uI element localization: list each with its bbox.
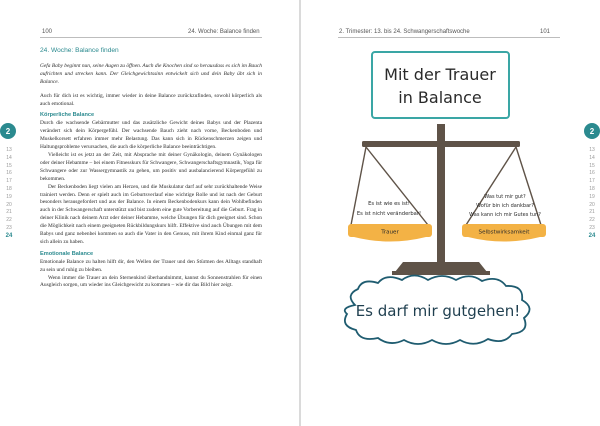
week-number: 14 [6,154,12,161]
scale-knob [437,126,445,134]
week-number: 18 [6,185,12,192]
week-number: 17 [589,178,595,185]
week-number: 17 [6,178,12,185]
week-number: 23 [589,224,595,231]
week-number: 13 [589,147,595,153]
header-rule [40,37,262,38]
week-number-active: 24 [5,232,13,239]
right-page-number: 101 [540,29,551,35]
paragraph: Emotionale Balance zu halten hilft dir, den Wellen der Trauer und den Stürmen des Alltags standhaft zu sein und ruhig zu bleiben. [40,258,262,273]
right-pan-bottom [468,237,540,242]
paragraph: Vielleicht ist es jetzt an der Zeit, mit Absprache mit deiner Gynäkologin, deinem Gynäkologen oder deiner Hebamme – bei einem Fitnesskurs für Schwangere, Schwangerschaftsgymnastik, Yoga für Schwangere oder zur Wassergymnastik zu gehen, um positiv und ausbalancierend Körpergefühl zu bekommen. [40,151,262,182]
right-pan-label: Selbstwirksamkeit [478,229,530,236]
week-number-active: 24 [588,232,596,239]
right-pan-text-2: Wofür bin ich dankbar? [476,203,534,209]
left-pan-label: Trauer [381,229,399,236]
paragraph: Auch für dich ist es wichtig, immer wieder in deine Balance zurückzufinden, sowohl körperlich als auch emotional. [40,92,262,107]
week-number: 20 [6,201,12,208]
left-running-head: 24. Woche: Balance finden [188,29,260,35]
week-index [2,147,16,241]
week-number: 22 [589,217,595,224]
week-number: 21 [589,209,595,216]
paragraph: Wenn immer die Trauer an dein Sternenkind überhandnimmt, kannst du Sonnenstrahlen für einen Ausgleich sorgen, um wieder ins Gleichgewicht zu kommen – wie dir das Bild hier zeigt. [40,274,262,289]
paragraph: Der Beckenboden liegt vielen am Herzen, und die Muskulatur darf auf sehr zurückhaltende Weise trainiert werden. Denn er spielt auch im Geburtsverlauf eine wichtige Rolle und ist nach der Geburt besonders herausgefordert und aus der Balance. In einem Beckenbodenkurs kann dein Wohlbefinden auch in der Schwangerschaft unterstützt und bist zudem eine gute Vorbereitung auf die Geburt. Frag in deiner Klinik nach deinem Arzt oder deiner Hebamme, welche Übungen für dich geeignet sind. Schon die Möglichkeit nach einem geeigneten Rückbildungskurs hilft. Effektive sind auch Übungen mit dem Babys und ganz nebenbei kommen so auch die Vater in den Genuss, mit ihrem Kind einmal ganz für sich allein zu haben. [40,183,262,245]
header-rule [338,37,560,38]
right-pan-text-1: Was tut mir gut? [484,194,526,200]
week-number: 19 [589,193,595,200]
body-text [40,47,262,290]
subheading-physical-balance: Körperliche Balance [40,112,95,119]
week-number: 20 [589,201,595,208]
week-number: 16 [589,170,595,177]
left-pan-text-2: Es ist nicht veränderbar! [356,211,422,217]
title-frame [372,52,509,118]
paragraph: Durch die wachsende Gebärmutter und das zusätzliche Gewicht deines Babys und der Plazenta verändert sich dein Körpergefühl. Der wachsende Bauch zieht nach vorne, Beckenboden und Muskelkorsett erfahren immer mehr Belastung. Das kann sich in Rückenschmerzen zeigen und Haltungsprobleme verursachen, die auch die körperliche Balance beeinträchtigen. [40,120,262,151]
scale-base [395,262,487,272]
week-number: 23 [6,224,12,231]
week-number: 15 [6,162,12,169]
week-number: 19 [6,193,12,200]
title-line-1: Mit der Trauer [384,65,496,84]
week-number: 15 [589,162,595,169]
section-title: 24. Woche: Balance finden [40,47,119,54]
week-number: 16 [6,170,12,177]
subheading-emotional-balance: Emotionale Balance [40,250,94,257]
title-line-2: in Balance [398,88,482,107]
right-pan-text-3: Was kann ich mir Gutes tun? [469,212,541,218]
week-number: 13 [6,147,12,153]
week-number: 18 [589,185,595,192]
left-pan-bottom [354,237,426,242]
scale-beam [362,141,520,147]
left-page-number: 100 [42,29,53,35]
week-number: 21 [6,209,12,216]
chapter-tab: 2 [584,123,600,139]
week-number: 22 [6,217,12,224]
week-number: 14 [589,154,595,161]
right-running-head: 2. Trimester: 13. bis 24. Schwangerschaftswoche [339,29,470,35]
scale-foot [392,271,490,275]
intro-paragraph: Gefa Baby beginnt nun, seine Augen zu öffnen. Auch die Knochen sind so herausdass es sich im Bauch aufrichten und strecken kann. Der Gleichgewichtssinn entwickelt sich und dein Baby übt sich in Balance. [40,62,262,85]
left-pan-text-1: Es ist wie es ist! [368,201,410,207]
cloud-text: Es darf mir gutgehen! [355,302,521,320]
chapter-tab: 2 [0,123,16,139]
balance-illustration [300,40,590,370]
